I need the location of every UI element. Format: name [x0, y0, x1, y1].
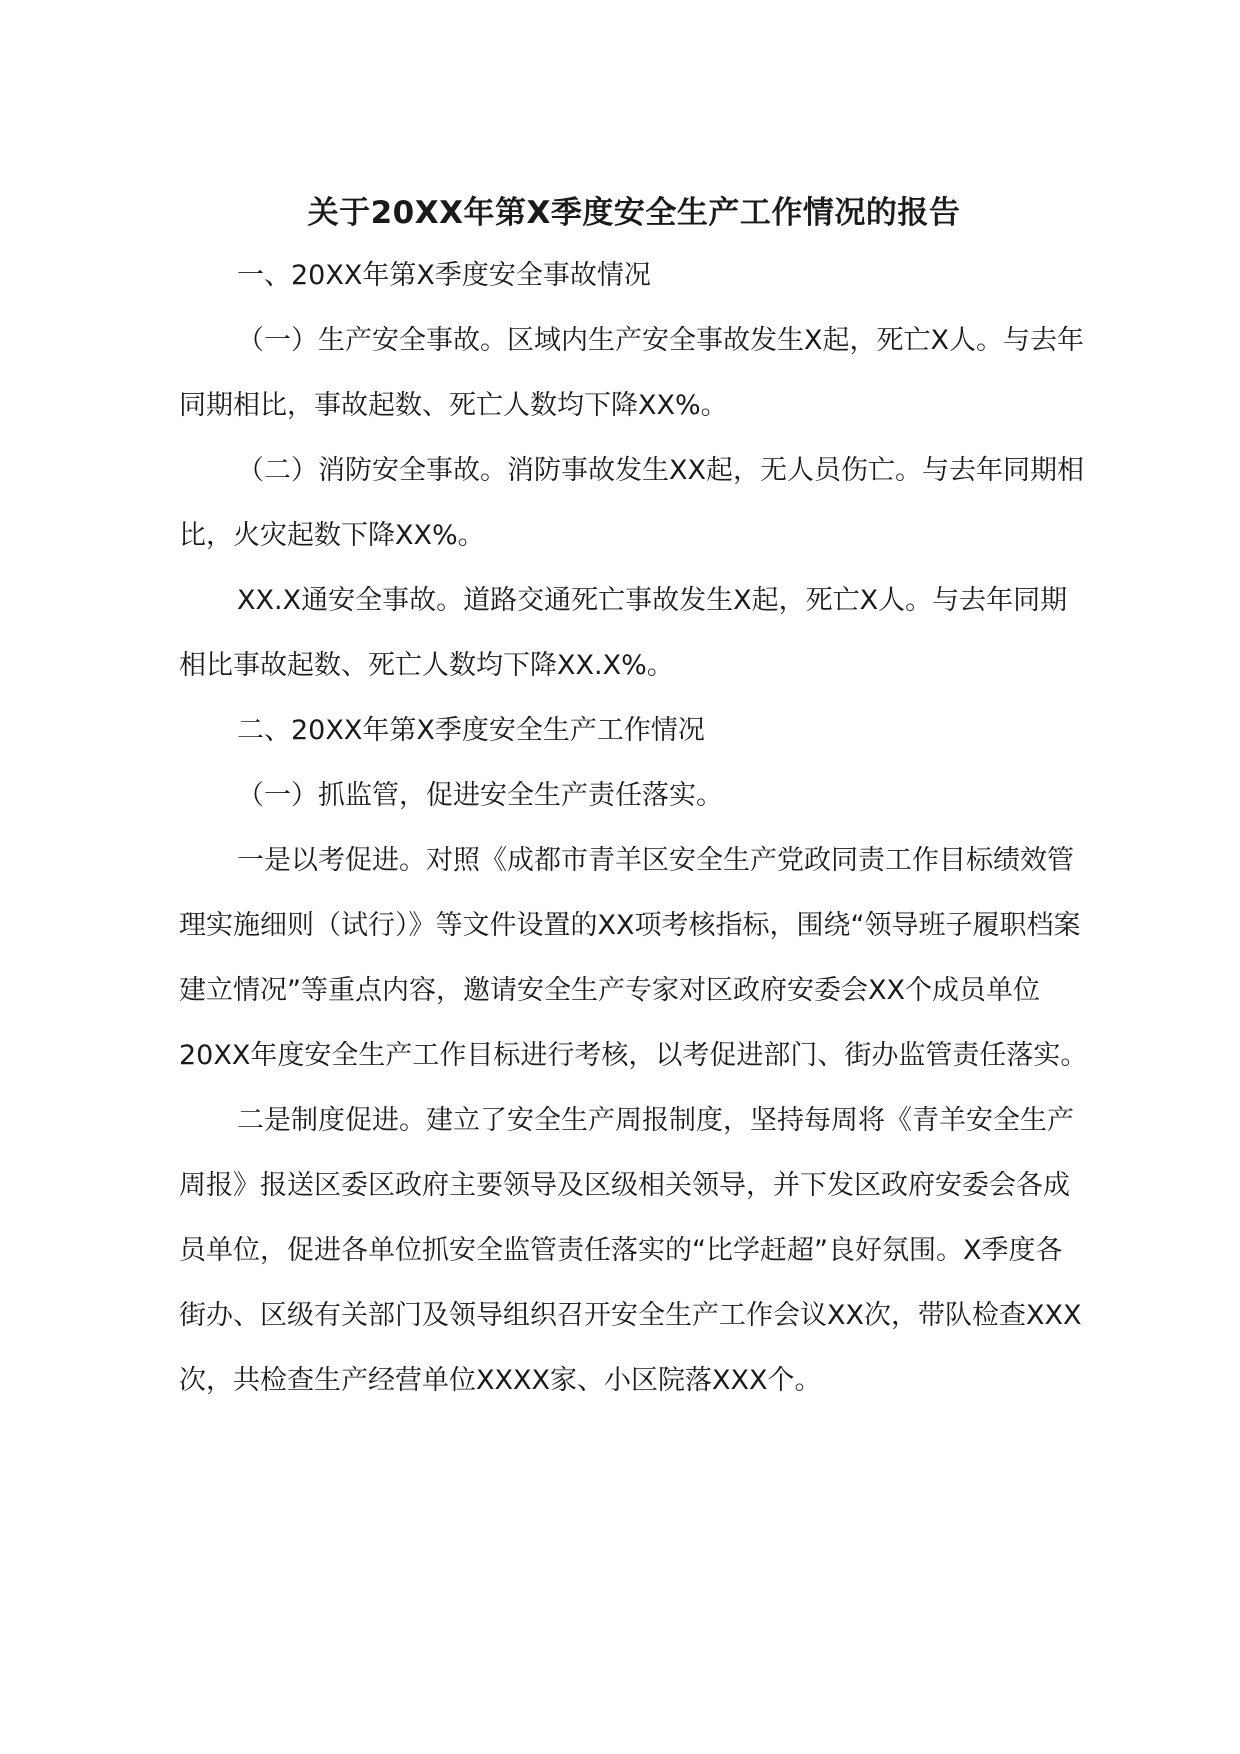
section-heading-1: 一、20XX年第X季度安全事故情况 — [237, 260, 651, 291]
paragraph-fire-accidents: （二）消防安全事故。消防事故发生XX起，无人员伤亡。与去年同期相比，火灾起数下降XX%。 — [179, 455, 1084, 551]
paragraph-system: 二是制度促进。建立了安全生产周报制度，坚持每周将《青羊安全生产周报》报送区委区政府主要领导及区级相关领导，并下发区政府安委会各成员单位，促进各单位抓安全监管责任落实的“比学赶超”良好氛围。X季度各街办、区级有关部门及领导组织召开安全生产工作会议XX次，带队检查XXX次，共检查生产经营单位XXXX家、小区院落XXX个。 — [179, 1105, 1082, 1396]
paragraph-traffic-accidents: XX.X通安全事故。道路交通死亡事故发生X起，死亡X人。与去年同期相比事故起数、死亡人数均下降XX.X%。 — [179, 585, 1068, 681]
paragraph-production-accidents: （一）生产安全事故。区域内生产安全事故发生X起，死亡X人。与去年同期相比，事故起数、死亡人数均下降XX%。 — [179, 325, 1084, 421]
document-title: 关于20XX年第X季度安全生产工作情况的报告 — [307, 195, 961, 231]
section-heading-2: 二、20XX年第X季度安全生产工作情况 — [237, 715, 705, 746]
document-body — [179, 191, 1089, 1413]
paragraph-assessment: 一是以考促进。对照《成都市青羊区安全生产党政同责工作目标绩效管理实施细则（试行）》等文件设置的XX项考核指标，围绕“领导班子履职档案建立情况”等重点内容，邀请安全生产专家对区政府安委会XX个成员单位20XX年度安全生产工作目标进行考核，以考促进部门、街办监管责任落实。 — [179, 845, 1088, 1071]
subsection-heading-supervision: （一）抓监管，促进安全生产责任落实。 — [237, 780, 723, 811]
